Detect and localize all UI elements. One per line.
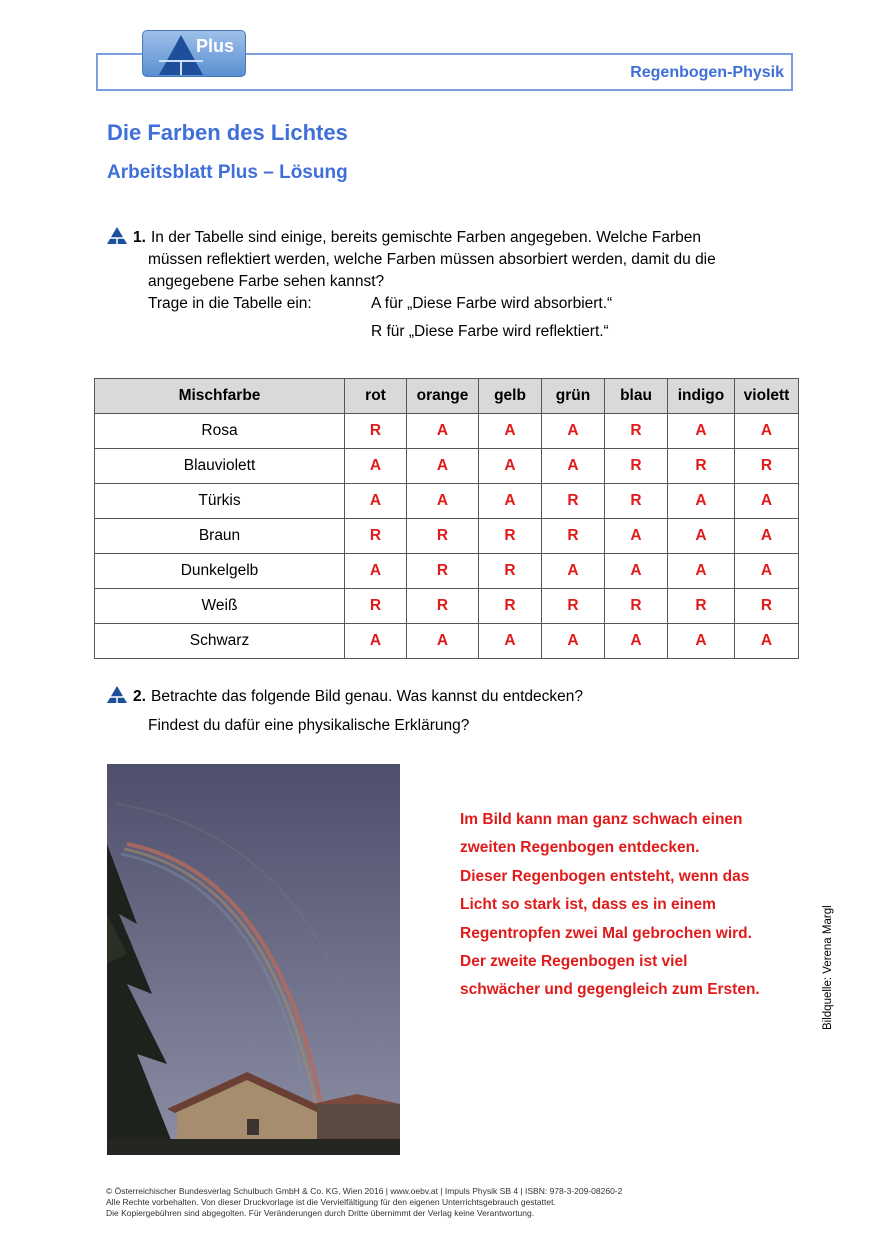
task-triangle-icon <box>107 227 127 245</box>
column-header: Mischfarbe <box>95 379 345 414</box>
header-subject: Regenbogen-Physik <box>630 64 784 81</box>
table-cell: R <box>479 554 542 589</box>
mix-color-name: Blauviolett <box>95 449 345 484</box>
table-cell: R <box>345 519 407 554</box>
table-cell: A <box>345 554 407 589</box>
page-title: Die Farben des Lichtes <box>107 120 348 145</box>
table-cell: A <box>668 624 735 659</box>
answer-line: Regentropfen zwei Mal gebrochen wird. <box>460 924 752 942</box>
table-row <box>95 554 799 589</box>
image-credit: Bildquelle: Verena Margl <box>822 905 834 1030</box>
mix-color-name: Dunkelgelb <box>95 554 345 589</box>
answer-line: schwächer und gegengleich zum Ersten. <box>460 981 760 999</box>
table-cell: A <box>605 554 668 589</box>
table-cell: A <box>605 624 668 659</box>
column-header: blau <box>605 379 668 414</box>
column-header: violett <box>735 379 799 414</box>
footer-line: © Österreichischer Bundesverlag Schulbuch GmbH & Co. KG, Wien 2016 | www.oebv.at | Impuls Physik SB 4 | ISBN: 978-3-209-08260-2 <box>106 1186 623 1196</box>
footer-line: Alle Rechte vorbehalten. Von dieser Druckvorlage ist die Vervielfältigung für den eigenen Unterrichtsgebrauch gestattet. <box>106 1197 556 1207</box>
footer <box>106 1186 622 1219</box>
table-cell: A <box>668 484 735 519</box>
task1-line: müssen reflektiert werden, welche Farben müssen absorbiert werden, damit du die <box>148 251 716 268</box>
mix-color-name: Rosa <box>95 414 345 449</box>
task1-line: angegebene Farbe sehen kannst? <box>148 273 385 290</box>
column-header: orange <box>407 379 479 414</box>
table-cell: A <box>407 449 479 484</box>
table-row <box>95 414 799 449</box>
table-cell: R <box>479 519 542 554</box>
table-cell: R <box>605 589 668 624</box>
table-cell: A <box>345 484 407 519</box>
table-cell: R <box>407 589 479 624</box>
table-cell: A <box>407 414 479 449</box>
task-triangle-icon <box>107 686 127 704</box>
answer-line: Der zweite Regenbogen ist viel <box>460 953 688 971</box>
footer-line: Die Kopiergebühren sind abgegolten. Für Veränderungen durch Dritte übernimmt der Verlag keine Verantwortung. <box>106 1208 535 1218</box>
rainbow-photo <box>107 764 400 1155</box>
column-header: grün <box>542 379 605 414</box>
table-cell: A <box>735 519 799 554</box>
table-cell: A <box>735 554 799 589</box>
table-cell: R <box>542 484 605 519</box>
color-mix-table <box>94 378 799 659</box>
answer-line: Dieser Regenbogen entsteht, wenn das <box>460 867 750 885</box>
table-cell: A <box>542 554 605 589</box>
table-cell: A <box>479 449 542 484</box>
table-cell: A <box>735 414 799 449</box>
task1-instruction: Trage in die Tabelle ein: <box>148 295 312 312</box>
table-cell: R <box>668 449 735 484</box>
table-cell: R <box>407 554 479 589</box>
legend-reflected: R für „Diese Farbe wird reflektiert.“ <box>371 323 609 340</box>
table-cell: R <box>479 589 542 624</box>
logo-text: Plus <box>196 36 235 56</box>
table-row <box>95 624 799 659</box>
legend-absorbed: A für „Diese Farbe wird absorbiert.“ <box>371 295 613 312</box>
table-row <box>95 589 799 624</box>
task1-number: 1. <box>133 229 146 246</box>
table-cell: R <box>407 519 479 554</box>
table-cell: A <box>735 484 799 519</box>
table-cell: R <box>735 449 799 484</box>
table-cell: A <box>345 449 407 484</box>
table-cell: A <box>668 414 735 449</box>
mix-color-name: Braun <box>95 519 345 554</box>
table-header-row <box>95 379 799 414</box>
table-cell: R <box>605 414 668 449</box>
mix-color-name: Weiß <box>95 589 345 624</box>
table-cell: A <box>668 519 735 554</box>
table-cell: R <box>735 589 799 624</box>
column-header: indigo <box>668 379 735 414</box>
answer-line: Im Bild kann man ganz schwach einen <box>460 811 743 828</box>
answer-line: zweiten Regenbogen entdecken. <box>460 839 700 857</box>
table-cell: A <box>542 449 605 484</box>
table-cell: R <box>542 519 605 554</box>
mix-color-name: Türkis <box>95 484 345 519</box>
table-cell: A <box>407 484 479 519</box>
task2-number: 2. <box>133 688 146 705</box>
task2-line: Betrachte das folgende Bild genau. Was kannst du entdecken? <box>151 688 583 705</box>
page-subtitle: Arbeitsblatt Plus – Lösung <box>107 162 348 183</box>
table-cell: A <box>479 624 542 659</box>
table-cell: R <box>345 414 407 449</box>
answer-text <box>460 806 790 1005</box>
task2-line: Findest du dafür eine physikalische Erklärung? <box>148 717 470 734</box>
table-cell: A <box>605 519 668 554</box>
table-cell: A <box>668 554 735 589</box>
answer-line: Licht so stark ist, dass es in einem <box>460 896 716 914</box>
task1-line: In der Tabelle sind einige, bereits gemischte Farben angegeben. Welche Farben <box>151 229 702 246</box>
table-cell: A <box>479 414 542 449</box>
table-cell: R <box>605 484 668 519</box>
table-cell: R <box>345 589 407 624</box>
table-row <box>95 484 799 519</box>
table-cell: A <box>542 414 605 449</box>
table-cell: A <box>542 624 605 659</box>
table-row <box>95 449 799 484</box>
table-cell: R <box>542 589 605 624</box>
table-cell: A <box>407 624 479 659</box>
column-header: gelb <box>479 379 542 414</box>
table-row <box>95 519 799 554</box>
column-header: rot <box>345 379 407 414</box>
table-cell: A <box>735 624 799 659</box>
table-cell: A <box>345 624 407 659</box>
table-cell: R <box>668 589 735 624</box>
mix-color-name: Schwarz <box>95 624 345 659</box>
table-cell: A <box>479 484 542 519</box>
table-cell: R <box>605 449 668 484</box>
